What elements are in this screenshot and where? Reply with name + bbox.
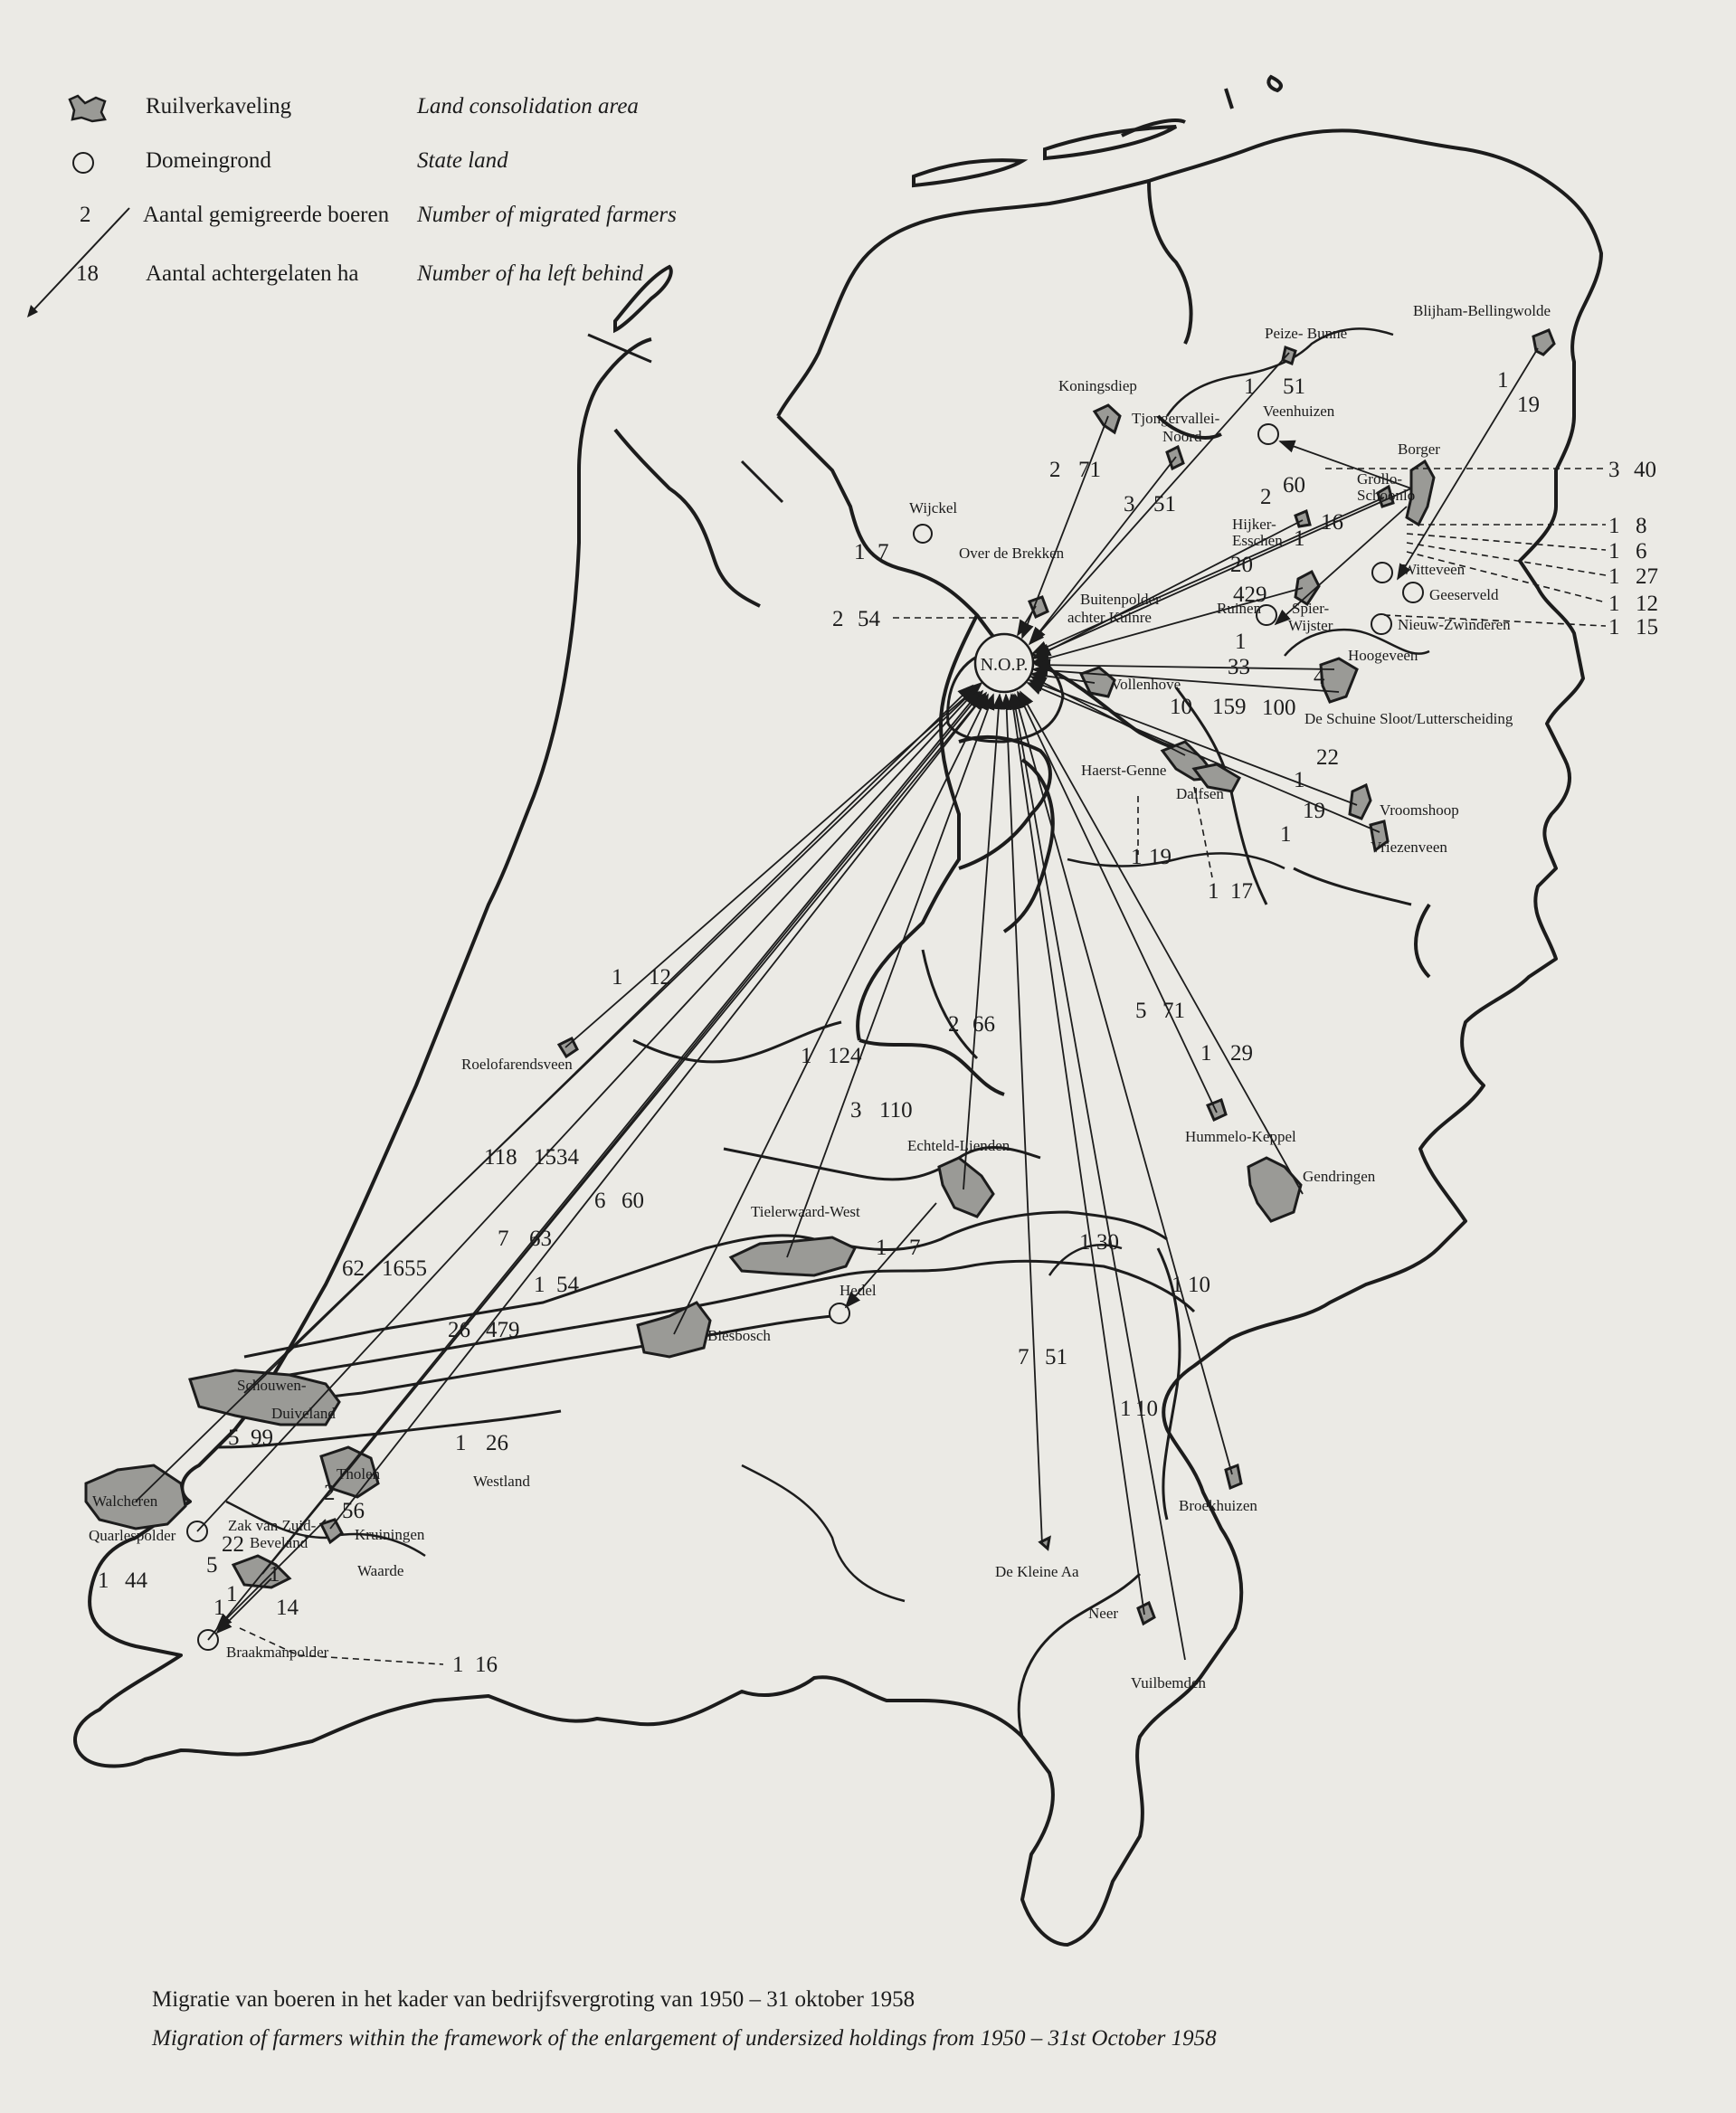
label-grollo-2: Schoonlo	[1357, 487, 1416, 504]
svg-text:12: 12	[1636, 592, 1658, 616]
legend-nl-ha: Aantal achtergelaten ha	[146, 261, 359, 286]
country-outline	[75, 130, 1601, 1945]
flow-label	[1280, 799, 1325, 847]
flow-label	[850, 1098, 913, 1123]
svg-text:4: 4	[1314, 665, 1325, 689]
flow-label	[1049, 458, 1101, 482]
svg-text:15: 15	[1636, 615, 1658, 640]
svg-text:1: 1	[1079, 1230, 1091, 1255]
flow-label	[1608, 564, 1658, 589]
label-hijker-2: Esschen	[1232, 532, 1283, 549]
svg-text:19: 19	[1149, 845, 1172, 869]
label-hijker: Hijker-	[1232, 516, 1276, 533]
svg-text:10: 10	[1170, 695, 1192, 719]
flow-label	[98, 1568, 148, 1593]
label-nieuw-zwinderen: Nieuw-Zwinderen	[1398, 616, 1511, 633]
flow-label	[612, 965, 671, 990]
legend-en-state-land: State land	[417, 148, 508, 173]
label-quarlespolder: Quarlespolder	[89, 1527, 176, 1544]
label-dalfsen: Dalfsen	[1176, 785, 1224, 802]
svg-text:60: 60	[1283, 473, 1305, 497]
label-tielerwaard-west: Tielerwaard-West	[751, 1203, 860, 1220]
wadden-islands	[615, 77, 1281, 330]
svg-text:26: 26	[448, 1318, 470, 1342]
svg-text:1: 1	[1294, 768, 1305, 792]
flow-label	[1131, 845, 1172, 869]
svg-text:1: 1	[876, 1236, 887, 1260]
svg-text:2: 2	[948, 1012, 960, 1037]
svg-text:1: 1	[612, 965, 623, 990]
svg-text:2: 2	[324, 1481, 336, 1505]
label-biesbosch: Biesbosch	[707, 1327, 771, 1344]
label-braakmanpolder: Braakmanpolder	[226, 1644, 329, 1661]
svg-text:1: 1	[1497, 368, 1509, 393]
svg-text:17: 17	[1230, 879, 1253, 904]
nop-label: N.O.P.	[980, 655, 1029, 675]
legend-en-consolidation: Land consolidation area	[417, 94, 639, 118]
legend-nl-farmers: Aantal gemigreerde boeren	[143, 203, 390, 227]
legend-nl-state-land: Domeingrond	[146, 148, 271, 173]
svg-text:124: 124	[828, 1044, 862, 1068]
flow-label	[228, 1426, 273, 1450]
flow-label	[1608, 458, 1656, 482]
svg-text:1: 1	[1608, 564, 1620, 589]
flow-label	[1608, 514, 1647, 538]
nop-polder	[948, 634, 1063, 742]
label-kleine-aa: De Kleine Aa	[995, 1563, 1079, 1580]
svg-text:10: 10	[1135, 1397, 1158, 1421]
svg-text:19: 19	[1303, 799, 1325, 823]
flow-label	[1608, 615, 1658, 640]
svg-text:71: 71	[1078, 458, 1101, 482]
label-koningsdiep: Koningsdiep	[1058, 377, 1137, 394]
flow-label	[1608, 539, 1647, 564]
label-vriezenveen: Vriezenveen	[1371, 839, 1447, 856]
label-walcheren: Walcheren	[92, 1492, 158, 1510]
zeeland-number: 1	[269, 1562, 280, 1587]
label-gendringen: Gendringen	[1303, 1168, 1376, 1185]
label-vollenhove: Vollenhove	[1111, 676, 1181, 693]
label-wijckel: Wijckel	[909, 499, 958, 516]
legend-en-farmers: Number of migrated farmers	[417, 203, 677, 227]
flow-label	[948, 1012, 995, 1037]
flow-label	[342, 1256, 427, 1281]
flow-label	[1228, 630, 1250, 679]
svg-text:40: 40	[1634, 458, 1656, 482]
svg-text:51: 51	[1283, 374, 1305, 399]
flow-label	[498, 1227, 552, 1251]
svg-text:1655: 1655	[382, 1256, 427, 1281]
flow-label	[1497, 368, 1540, 417]
svg-text:1: 1	[455, 1431, 467, 1455]
caption-dutch: Migratie van boeren in het kader van bedrijfsvergroting van 1950 – 31 oktober 1958	[152, 1987, 915, 2012]
legend-nl-consolidation: Ruilverkaveling	[146, 94, 292, 118]
svg-text:118: 118	[484, 1145, 517, 1170]
svg-text:1: 1	[1608, 514, 1620, 538]
svg-text:1: 1	[1131, 845, 1143, 869]
label-kruiningen: Kruiningen	[355, 1526, 425, 1543]
svg-text:1: 1	[1235, 630, 1247, 654]
flow-label	[1079, 1230, 1119, 1255]
flow-label	[455, 1431, 508, 1455]
svg-text:1: 1	[1608, 592, 1620, 616]
svg-text:1: 1	[534, 1273, 545, 1297]
svg-text:3: 3	[850, 1098, 862, 1123]
flow-label	[534, 1273, 580, 1297]
label-borger: Borger	[1398, 441, 1440, 458]
flow-label	[1120, 1397, 1158, 1421]
svg-text:60: 60	[621, 1189, 644, 1213]
label-brekken: Over de Brekken	[959, 545, 1065, 562]
flow-label	[1018, 1345, 1067, 1369]
svg-text:99: 99	[251, 1426, 273, 1450]
svg-text:6: 6	[1636, 539, 1647, 564]
label-tholen: Tholen	[337, 1465, 381, 1483]
label-schouwen: Schouwen-	[237, 1377, 307, 1394]
svg-text:110: 110	[879, 1098, 913, 1123]
label-spier-2: Wijster	[1288, 617, 1333, 634]
svg-text:1: 1	[98, 1568, 109, 1593]
flow-label	[1135, 999, 1185, 1023]
svg-text:30: 30	[1096, 1230, 1119, 1255]
flow-label	[1172, 1273, 1210, 1297]
legend-sample-ha: 18	[76, 261, 99, 286]
flow-label	[1244, 374, 1305, 399]
label-tjonger-2: Noord	[1162, 428, 1202, 445]
svg-text:22: 22	[1316, 745, 1339, 770]
flow-label	[1208, 879, 1253, 904]
svg-text:3: 3	[1124, 492, 1135, 516]
svg-text:51: 51	[1045, 1345, 1067, 1369]
svg-text:100: 100	[1262, 696, 1296, 720]
label-ruinen: Ruinen	[1217, 600, 1262, 617]
svg-text:8: 8	[1636, 514, 1647, 538]
svg-text:1: 1	[801, 1044, 812, 1068]
svg-text:2: 2	[1260, 485, 1272, 509]
flow-label	[1230, 553, 1267, 607]
label-geeserveld: Geeserveld	[1429, 586, 1499, 603]
label-haerst-genne: Haerst-Genne	[1081, 762, 1167, 779]
svg-text:1: 1	[1208, 879, 1219, 904]
label-neer: Neer	[1088, 1605, 1119, 1622]
zeeland-number: 22	[222, 1532, 244, 1557]
svg-text:1: 1	[854, 540, 866, 564]
svg-text:71: 71	[1162, 999, 1185, 1023]
svg-text:1: 1	[1120, 1397, 1132, 1421]
label-zak-van-zuid: Zak van Zuid-	[228, 1517, 317, 1534]
label-grollo: Grollo-	[1357, 470, 1403, 488]
flow-label	[832, 607, 881, 631]
label-duiveland: Duiveland	[271, 1405, 336, 1422]
legend-en-ha: Number of ha left behind	[417, 261, 643, 286]
label-vuilbemden: Vuilbemden	[1131, 1674, 1207, 1691]
flow-label	[1124, 492, 1176, 516]
svg-text:29: 29	[1230, 1041, 1253, 1066]
svg-text:6: 6	[594, 1189, 606, 1213]
label-tjonger: Tjongervallei-	[1132, 410, 1220, 427]
label-schuine-sloot: De Schuine Sloot/Lutterscheiding	[1304, 710, 1513, 727]
label-roelofarendsveen: Roelofarendsveen	[461, 1056, 573, 1073]
svg-text:54: 54	[858, 607, 880, 631]
label-witteveen: Witteveen	[1402, 561, 1466, 578]
svg-text:1: 1	[1608, 615, 1620, 640]
svg-text:1: 1	[1172, 1273, 1183, 1297]
svg-text:54: 54	[556, 1273, 579, 1297]
svg-text:7: 7	[877, 540, 889, 564]
label-hummelo-keppel: Hummelo-Keppel	[1185, 1128, 1296, 1145]
label-buitenpolder-2: achter Kuinre	[1067, 609, 1152, 626]
flow-label	[1608, 592, 1658, 616]
svg-text:2: 2	[832, 607, 844, 631]
svg-text:3: 3	[1608, 458, 1620, 482]
label-westland: Westland	[473, 1473, 530, 1490]
flow-label	[1260, 473, 1305, 509]
svg-text:19: 19	[1517, 393, 1540, 417]
svg-text:63: 63	[529, 1227, 552, 1251]
zeeland-number: 1	[213, 1596, 225, 1620]
svg-text:1: 1	[1200, 1041, 1212, 1066]
svg-text:1: 1	[1608, 539, 1620, 564]
flow-label	[448, 1318, 520, 1342]
svg-text:1: 1	[1294, 526, 1305, 551]
svg-text:1: 1	[452, 1653, 464, 1677]
svg-text:1534: 1534	[534, 1145, 579, 1170]
svg-text:479: 479	[486, 1318, 520, 1342]
label-peize-bunne: Peize- Bunne	[1265, 325, 1348, 342]
flow-label	[1170, 695, 1247, 719]
flow-label	[1200, 1041, 1253, 1066]
label-veenhuizen: Veenhuizen	[1263, 403, 1335, 420]
svg-text:12: 12	[649, 965, 671, 990]
label-echteld-lienden: Echteld-Lienden	[907, 1137, 1010, 1154]
zeeland-number: 5	[206, 1553, 218, 1578]
svg-text:62: 62	[342, 1256, 365, 1281]
svg-text:5: 5	[1135, 999, 1147, 1023]
svg-text:56: 56	[342, 1499, 365, 1523]
label-vroomshoop: Vroomshoop	[1380, 801, 1459, 819]
svg-text:7: 7	[1018, 1345, 1029, 1369]
svg-text:16: 16	[475, 1653, 498, 1677]
flow-label	[452, 1653, 498, 1677]
zeeland-number: 1	[226, 1582, 238, 1606]
zeeland-number: 14	[276, 1596, 299, 1620]
label-waarde: Waarde	[357, 1562, 404, 1579]
legend-sample-farmers: 2	[80, 203, 91, 227]
svg-text:1: 1	[1244, 374, 1256, 399]
label-beveland: Beveland	[250, 1534, 308, 1551]
svg-text:10: 10	[1188, 1273, 1210, 1297]
svg-text:44: 44	[125, 1568, 147, 1593]
svg-text:429: 429	[1233, 583, 1267, 607]
svg-text:2: 2	[1049, 458, 1061, 482]
svg-text:16: 16	[1321, 510, 1343, 535]
label-buitenpolder: Buitenpolder	[1080, 591, 1161, 608]
label-hoogeveen: Hoogeveen	[1348, 647, 1418, 664]
flow-label	[484, 1145, 580, 1170]
svg-text:1: 1	[1280, 822, 1292, 847]
flow-label	[1294, 745, 1339, 792]
svg-text:66: 66	[972, 1012, 995, 1037]
svg-text:20: 20	[1230, 553, 1253, 577]
svg-text:51: 51	[1153, 492, 1176, 516]
svg-text:26: 26	[486, 1431, 508, 1455]
svg-text:5: 5	[228, 1426, 240, 1450]
label-broekhuizen: Broekhuizen	[1179, 1497, 1257, 1514]
flow-label	[801, 1044, 862, 1068]
svg-text:159: 159	[1212, 695, 1247, 719]
svg-text:33: 33	[1228, 655, 1250, 679]
svg-text:7: 7	[909, 1236, 921, 1260]
label-spier: Spier-	[1292, 600, 1330, 617]
svg-text:27: 27	[1636, 564, 1658, 589]
flow-label	[594, 1189, 644, 1213]
caption-english: Migration of farmers within the framework of the enlargement of undersized holdings from 1950 – 31st October 1958	[152, 2026, 1217, 2051]
label-hedel: Hedel	[840, 1282, 877, 1299]
svg-text:7: 7	[498, 1227, 509, 1251]
label-blijham: Blijham-Bellingwolde	[1413, 302, 1551, 319]
